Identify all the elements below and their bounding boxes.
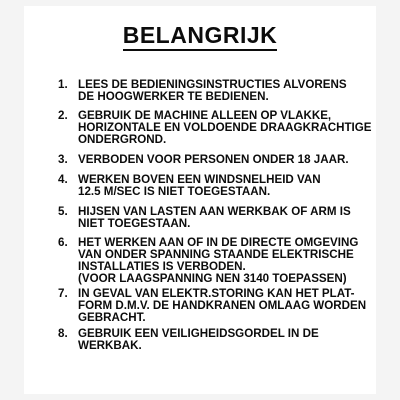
rule-number: 4. xyxy=(58,173,68,186)
rule-text: GEBRUIK DE MACHINE ALLEEN OP VLAKKE, HORIZONTALE EN VOLDOENDE DRAAGKRACHTIGE ONDERGROND. xyxy=(78,109,372,146)
rule-number: 6. xyxy=(58,236,68,249)
warning-sign xyxy=(24,6,376,394)
rule-text: HIJSEN VAN LASTEN AAN WERKBAK OF ARM IS NIET TOEGESTAAN. xyxy=(78,205,351,230)
sign-title-text: BELANGRIJK xyxy=(123,22,278,51)
rule-number: 3. xyxy=(58,153,68,166)
rule-text: IN GEVAL VAN ELEKTR.STORING KAN HET PLAT- FORM D.M.V. DE HANDKRANEN OMLAAG WORDEN GEBRACHT. xyxy=(78,287,367,324)
rule-number: 2. xyxy=(58,109,68,122)
rule-number: 7. xyxy=(58,287,68,300)
rule-number: 1. xyxy=(58,78,68,91)
rule-text: HET WERKEN AAN OF IN DE DIRECTE OMGEVING VAN ONDER SPANNING STAANDE ELEKTRISCHE INSTALLATIES IS VERBODEN. (VOOR LAAGSPANNING NEN 3140 TOEPASSEN) xyxy=(78,236,359,285)
rule-text: WERKEN BOVEN EEN WINDSNELHEID VAN 12.5 M/SEC IS NIET TOEGESTAAN. xyxy=(78,173,321,198)
rule-text: VERBODEN VOOR PERSONEN ONDER 18 JAAR. xyxy=(78,153,349,166)
rules-list xyxy=(24,6,376,394)
rule-number: 5. xyxy=(58,205,68,218)
rule-text: GEBRUIK EEN VEILIGHEIDSGORDEL IN DE WERKBAK. xyxy=(78,327,319,352)
rule-number: 8. xyxy=(58,327,68,340)
rule-text: LEES DE BEDIENINGSINSTRUCTIES ALVORENS DE HOOGWERKER TE BEDIENEN. xyxy=(78,78,347,103)
